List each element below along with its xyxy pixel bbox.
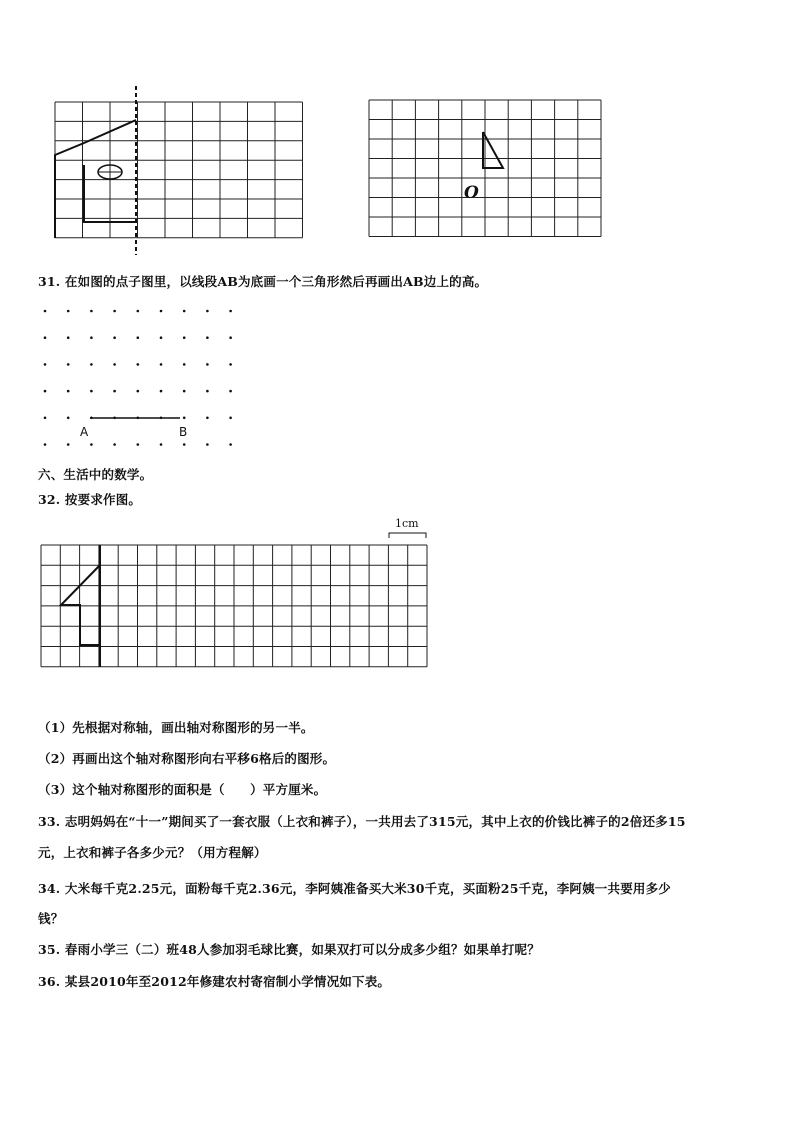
question-36 (38, 972, 390, 990)
question-34 (38, 879, 671, 897)
scale-label: 1cm (395, 517, 419, 530)
q36-text: 某县2010年至2012年修建农村寄宿制小学情况如下表。 (64, 974, 391, 989)
q33-number: 33. (38, 814, 61, 829)
q32-text: 按要求作图。 (64, 492, 142, 507)
q34-number: 34. (38, 881, 61, 896)
q34-line1: 大米每千克2.25元，面粉每千克2.36元，李阿姨准备买大米30千克，买面粉25千克，李阿姨一共要用多少 (64, 881, 672, 896)
point-o-label: O (464, 183, 479, 203)
point-b-label: B (179, 425, 188, 439)
section-6-title: 六、生活中的数学。 (38, 467, 153, 482)
q32-grid (41, 545, 427, 667)
q32-sub2: （2）再画出这个轴对称图形向右平移6格后的图形。 (38, 751, 336, 766)
point-a-label: A (80, 425, 89, 439)
q31-number: 31. (38, 274, 61, 289)
q32-number: 32. (38, 492, 61, 507)
q32-sub3: （3）这个轴对称图形的面积是（ ）平方厘米。 (38, 782, 327, 797)
question-35 (38, 940, 540, 958)
question-33 (38, 812, 686, 830)
scale-bracket (389, 533, 426, 538)
q35-text: 春雨小学三（二）班48人参加羽毛球比赛，如果双打可以分成多少组？如果单打呢？ (64, 942, 540, 957)
q35-number: 35. (38, 942, 61, 957)
q36-number: 36. (38, 974, 61, 989)
q31-text: 在如图的点子图里，以线段AB为底画一个三角形然后再画出AB边上的高。 (64, 274, 488, 289)
q33-line2: 元，上衣和裤子各多少元？（用方程解） (38, 845, 267, 860)
q32-half-shape (61, 565, 100, 645)
q34-line2: 钱？ (38, 911, 64, 926)
q33-line1: 志明妈妈在“十一”期间买了一套衣服（上衣和裤子），一共用去了315元，其中上衣的价钱比裤子的2倍还多15 (64, 814, 686, 829)
q32-sub1: （1）先根据对称轴，画出轴对称图形的另一半。 (38, 720, 314, 735)
